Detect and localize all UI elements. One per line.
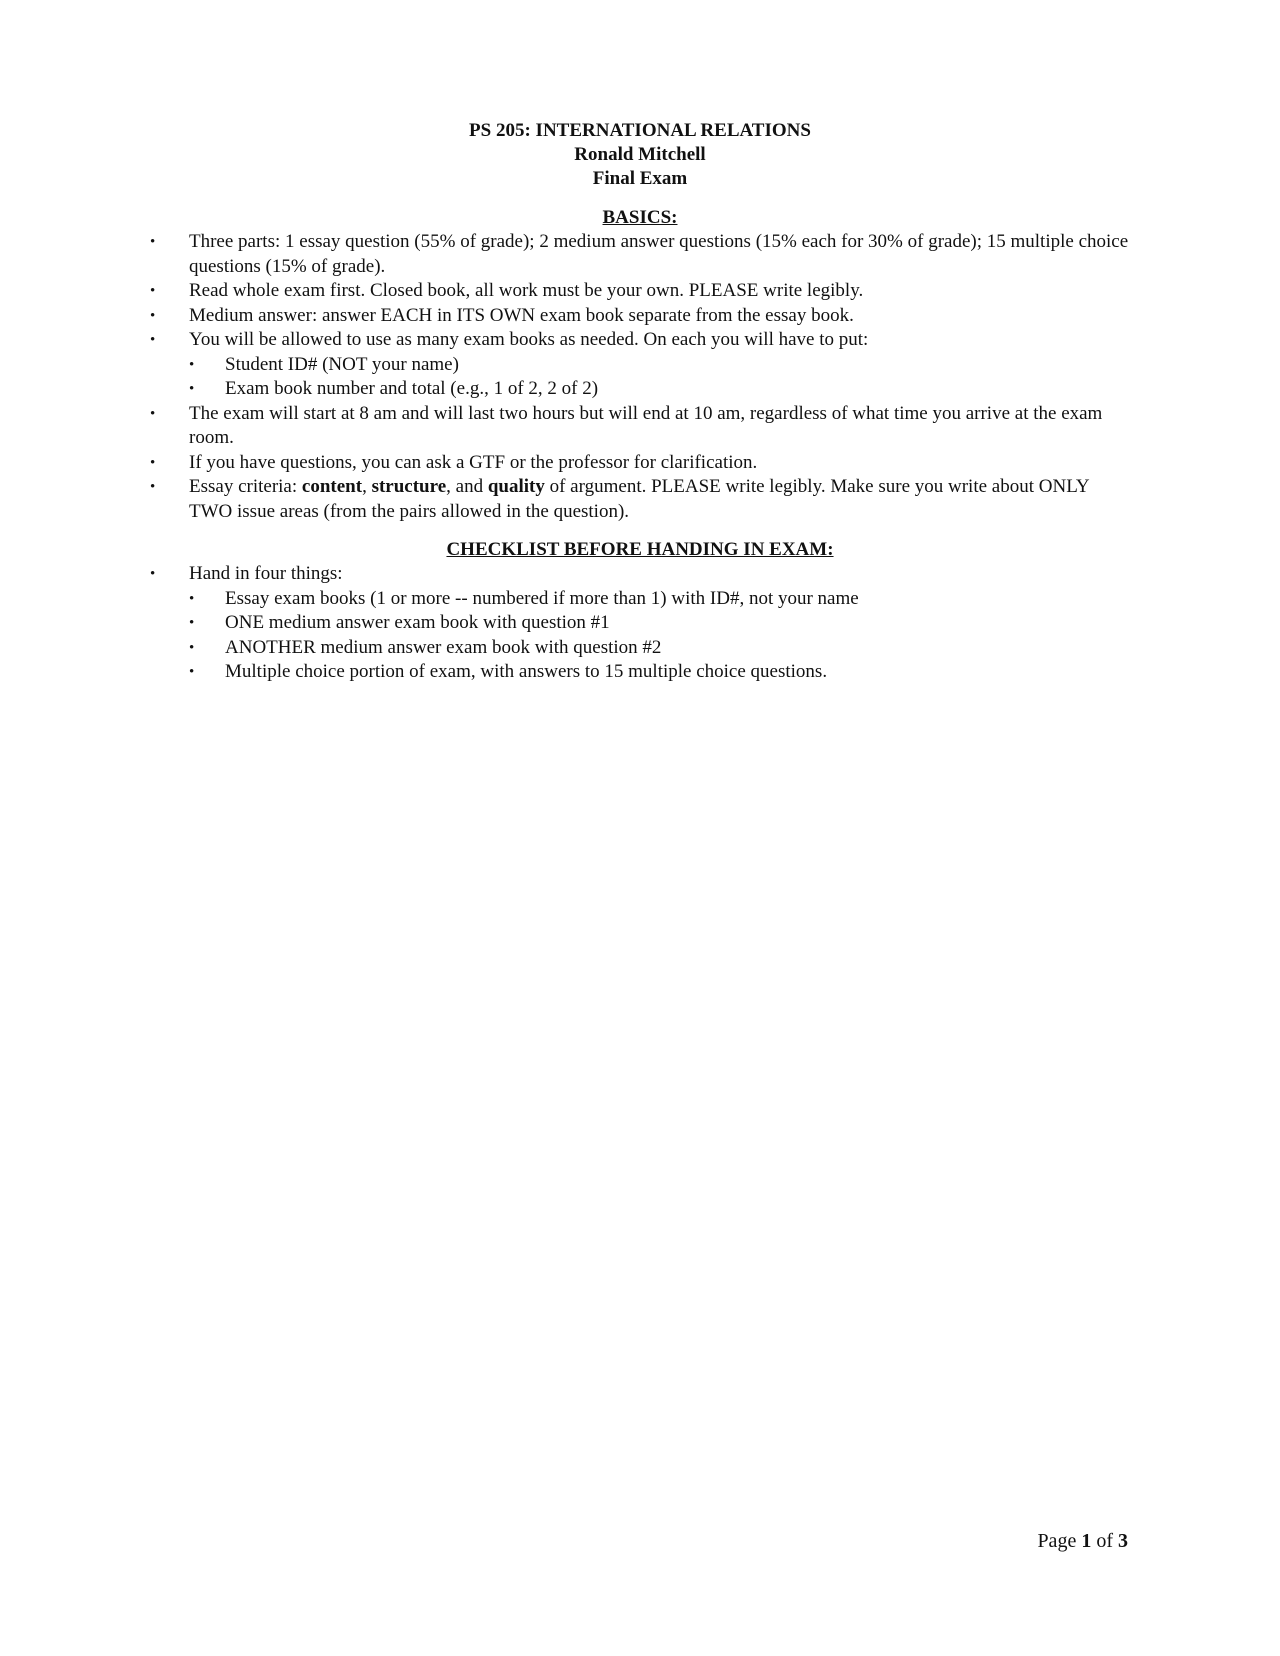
list-item (0, 279, 1280, 304)
bullet-icon: • (150, 454, 156, 471)
sub-list-item-text: Student ID# (NOT your name) (225, 353, 459, 375)
sub-list-item (189, 377, 1130, 402)
separator: , and (446, 476, 488, 497)
bullet-icon: • (189, 664, 195, 680)
page-label: Page (1037, 1530, 1082, 1552)
of-label: of (1091, 1530, 1118, 1552)
bullet-icon: • (150, 307, 156, 324)
list-item (0, 451, 1280, 476)
page-current: 1 (1081, 1530, 1092, 1552)
list-item-text: Three parts: 1 essay question (55% of grade); 2 medium answer questions (15% each for 30% of grade); 15 multiple choice questions (15% of grade). (189, 231, 1129, 277)
sub-list-item (189, 353, 1130, 378)
page-total: 3 (1118, 1530, 1128, 1552)
essay-criteria-suffix: of argument. PLEASE write legibly. Make sure you write about ONLY TWO issue areas (from the pairs allowed in the question). (189, 476, 1089, 522)
list-item-text: Read whole exam first. Closed book, all work must be your own. PLEASE write legibly. (189, 280, 864, 301)
list-item-text: You will be allowed to use as many exam books as needed. On each you will have to put: (189, 329, 869, 350)
checklist-list (0, 562, 1280, 685)
sub-list-item (189, 587, 1130, 612)
bullet-icon: • (189, 356, 195, 373)
list-item (0, 475, 1280, 524)
bullet-icon: • (150, 479, 156, 495)
bullet-icon: • (189, 639, 195, 656)
list-item (0, 304, 1280, 329)
bullet-icon: • (189, 615, 195, 631)
essay-criteria-text (189, 476, 1089, 522)
essay-criteria-prefix: Essay criteria: (189, 476, 302, 497)
document-header (0, 119, 1280, 191)
sub-list-item-text: ANOTHER medium answer exam book with question #2 (225, 636, 662, 658)
list-item-text: Medium answer: answer EACH in ITS OWN exam book separate from the essay book. (189, 304, 854, 326)
sub-list-item-text: Essay exam books (1 or more -- numbered if more than 1) with ID#, not your name (225, 587, 859, 609)
basics-list (0, 230, 1280, 524)
list-item-text: The exam will start at 8 am and will last two hours but will end at 10 am, regardless of what time you arrive at the exam room. (189, 402, 1103, 448)
sub-list (189, 587, 1130, 685)
basics-heading: BASICS: (602, 207, 678, 228)
list-item (0, 562, 1280, 685)
instructor-name: Ronald Mitchell (574, 144, 706, 165)
criterion-structure: structure (371, 476, 447, 497)
checklist-heading: CHECKLIST BEFORE HANDING IN EXAM: (446, 539, 834, 560)
list-item (0, 230, 1280, 279)
list-item (0, 402, 1280, 451)
list-item-text: Hand in four things: (189, 563, 343, 584)
bullet-icon: • (189, 590, 195, 607)
sub-list-item-text: Exam book number and total (e.g., 1 of 2, 2 of 2) (225, 378, 599, 399)
bullet-icon: • (150, 566, 156, 582)
separator: , (362, 476, 372, 497)
page-number-footer (1037, 1530, 1128, 1553)
sub-list-item (189, 611, 1130, 636)
criterion-content: content (301, 476, 363, 497)
bullet-icon: • (150, 283, 156, 299)
bullet-icon: • (150, 332, 156, 348)
sub-list-item (189, 660, 1130, 685)
list-item-text: If you have questions, you can ask a GTF or the professor for clarification. (189, 451, 758, 473)
list-item (0, 328, 1280, 402)
sub-list-item (189, 636, 1130, 661)
criterion-quality: quality (487, 476, 545, 497)
sub-list (189, 353, 1130, 402)
bullet-icon: • (189, 381, 195, 397)
course-title: PS 205: INTERNATIONAL RELATIONS (469, 120, 811, 141)
bullet-icon: • (150, 234, 156, 250)
sub-list-item-text: Multiple choice portion of exam, with answers to 15 multiple choice questions. (225, 661, 828, 682)
sub-list-item-text: ONE medium answer exam book with question #1 (225, 612, 610, 633)
bullet-icon: • (150, 405, 156, 422)
exam-title: Final Exam (592, 168, 688, 189)
